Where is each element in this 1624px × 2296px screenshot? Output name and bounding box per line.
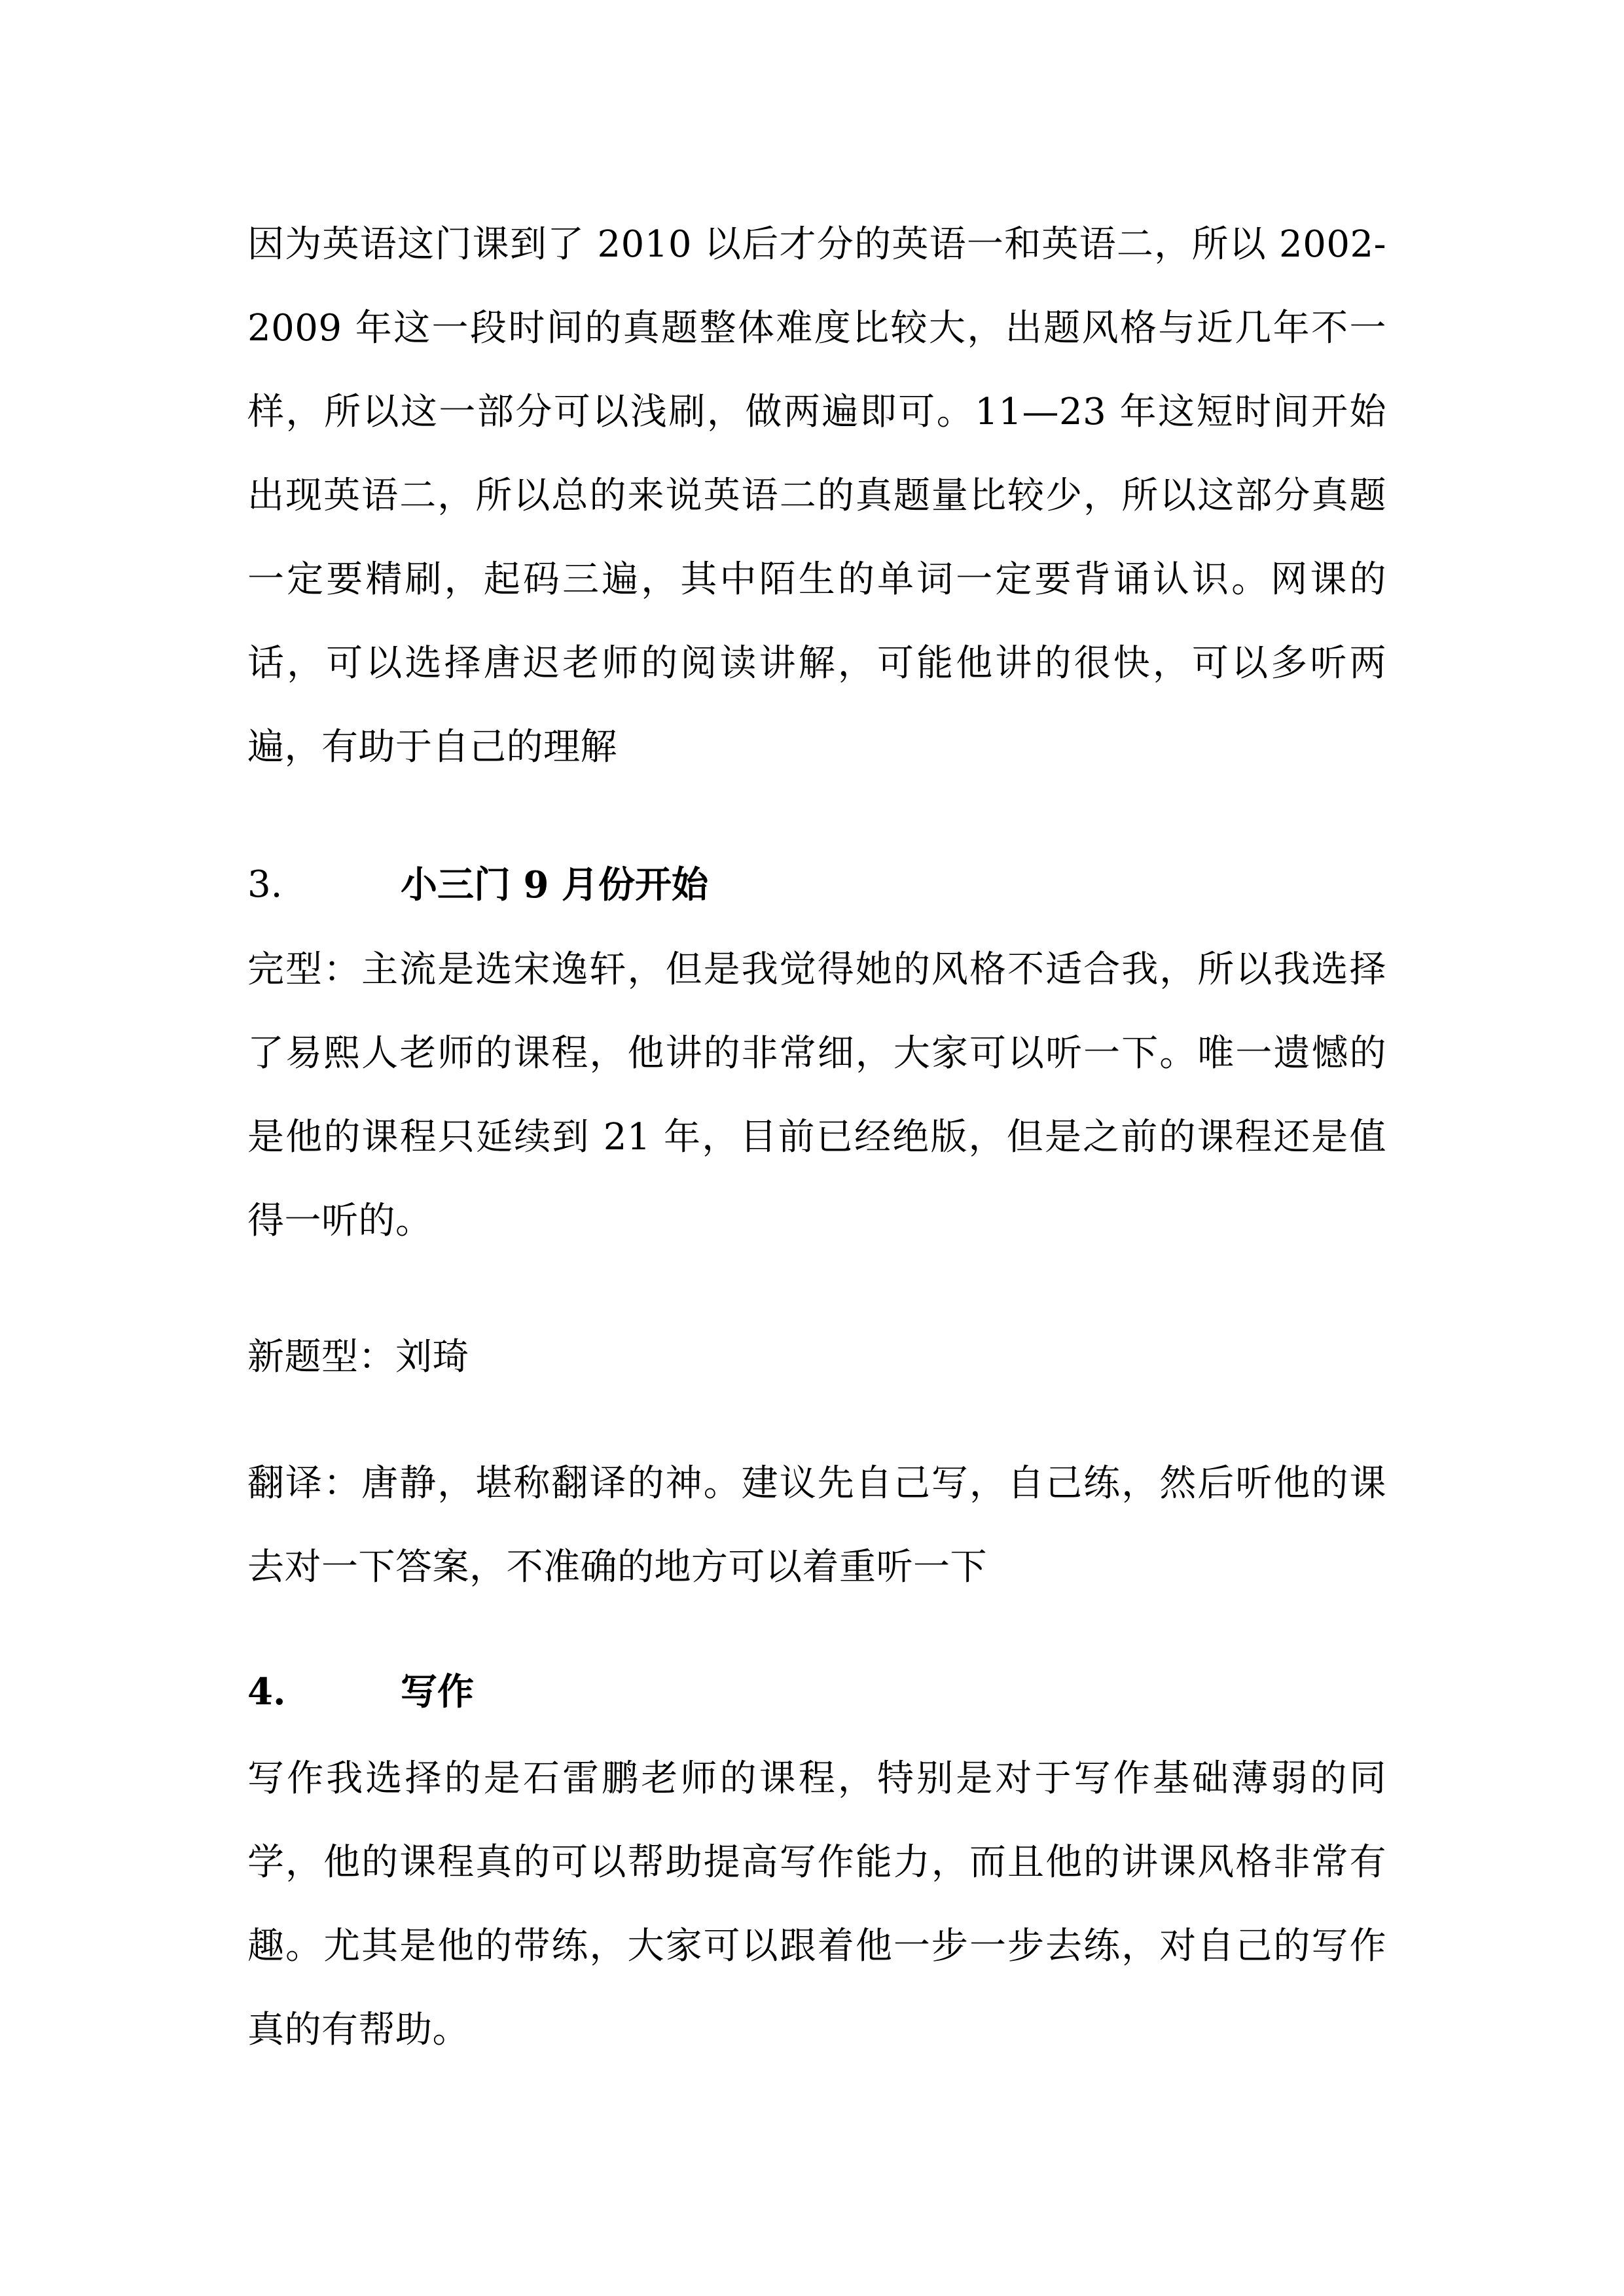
paragraph-text: 新题型：刘琦 (247, 1336, 469, 1378)
section-title: 小三门 9 月份开始 (401, 863, 708, 906)
new-type-paragraph (247, 1316, 1386, 1399)
section-title: 写作 (401, 1670, 474, 1713)
cloze-paragraph (247, 928, 1386, 1263)
section-number: 4. (247, 1670, 286, 1713)
paragraph-text: 因为英语这门课到了 2010 以后才分的英语一和英语二，所以 2002-2009 年这一段时间的真题整体难度比较大，出题风格与近几年不一样，所以这一部分可以浅刷，做两遍即可。11—23 年这短时间开始出现英语二，所以总的来说英语二的真题量比较少，所以这部分真题一定要精刷，起码三遍，其中陌生的单词一定要背诵认识。网课的话，可以选择唐迟老师的阅读讲解，可能他讲的很快，可以多听两遍，有助于自己的理解 (247, 223, 1386, 768)
writing-paragraph (247, 1737, 1386, 2072)
paragraph-text: 完型：主流是选宋逸轩，但是我觉得她的风格不适合我，所以我选择了易熙人老师的课程，他讲的非常细，大家可以听一下。唯一遗憾的是他的课程只延续到 21 年，目前已经绝版，但是之前的课程还是值得一听的。 (247, 948, 1386, 1242)
paragraph-text: 翻译：唐静，堪称翻译的神。建议先自己写，自己练，然后听他的课去对一下答案，不准确的地方可以着重听一下 (247, 1462, 1386, 1588)
translation-paragraph (247, 1442, 1386, 1609)
section-heading-4 (247, 1659, 1386, 1725)
section-heading-3 (247, 852, 1386, 918)
paragraph-text: 写作我选择的是石雷鹏老师的课程，特别是对于写作基础薄弱的同学，他的课程真的可以帮助提高写作能力，而且他的讲课风格非常有趣。尤其是他的带练，大家可以跟着他一步一步去练，对自己的写作真的有帮助。 (247, 1757, 1386, 2051)
section-number: 3. (247, 863, 283, 906)
intro-paragraph (247, 203, 1386, 789)
